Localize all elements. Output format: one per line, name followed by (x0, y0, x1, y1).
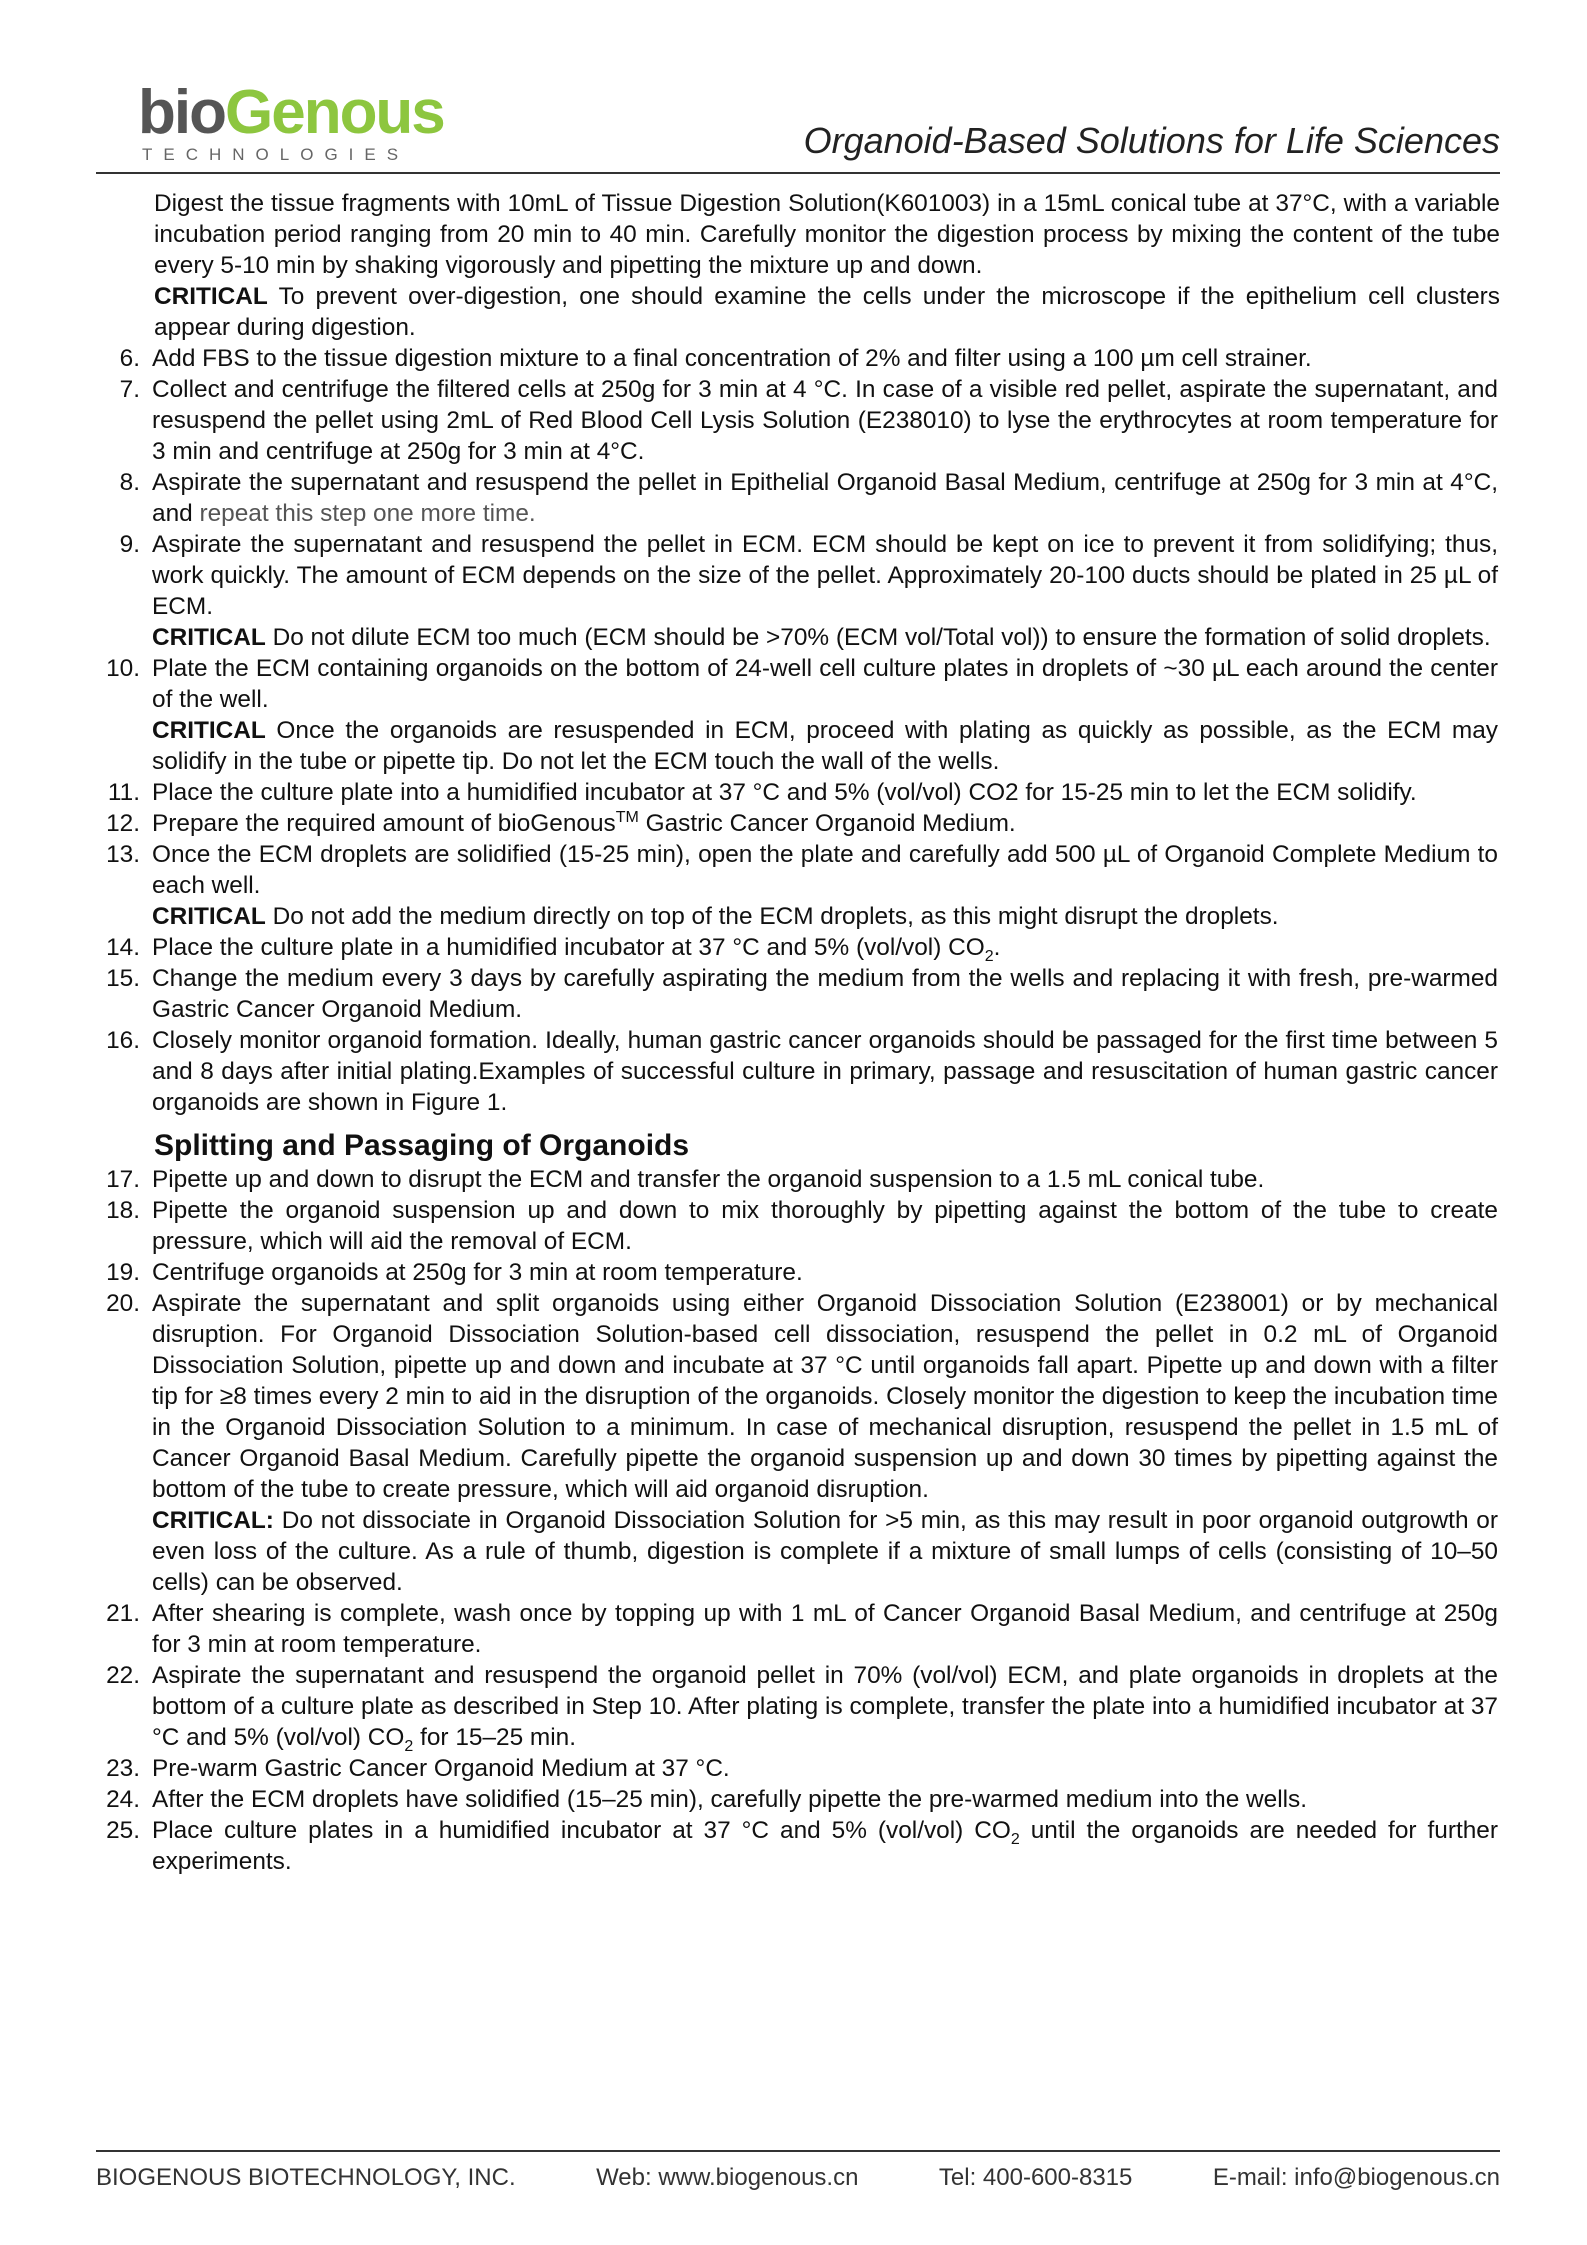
step-text: After shearing is complete, wash once by topping up with 1 mL of Cancer Organoid Basal Medium, and centrifuge at 250g for 3 min at room temperature. (152, 1600, 1498, 1658)
step-critical (152, 1505, 1498, 1598)
critical-label: CRITICAL (152, 717, 266, 744)
logo-bio-text: bio (138, 78, 225, 147)
critical-text: Do not dilute ECM too much (ECM should be >70% (ECM vol/Total vol)) to ensure the formation of solid droplets. (265, 624, 1491, 651)
footer-tel: Tel: 400-600-8315 (938, 2164, 1133, 2191)
page-footer (96, 2150, 1500, 2192)
list-item (96, 1195, 1500, 1257)
step-text-tail: Gastric Cancer Organoid Medium. (638, 810, 1016, 837)
list-item (96, 529, 1500, 653)
list-item (96, 1257, 1500, 1288)
list-item (96, 343, 1500, 374)
list-item (96, 467, 1500, 529)
list-item (96, 1025, 1500, 1118)
step-text-tail: until the organoids are needed for further experiments. (152, 1817, 1498, 1875)
list-item (96, 808, 1500, 839)
logo-subtitle: TECHNOLOGIES (142, 145, 410, 164)
step-text: Once the ECM droplets are solidified (15-25 min), open the plate and carefully add 500 µL of Organoid Complete Medium to each well. (152, 841, 1498, 899)
step-text: Pipette the organoid suspension up and down to mix thoroughly by pipetting against the bottom of the tube to create pressure, which will aid the removal of ECM. (152, 1197, 1498, 1255)
step-number: 7. (119, 376, 140, 403)
step-critical (152, 715, 1498, 777)
step-text: Place culture plates in a humidified incubator at 37 °C and 5% (vol/vol) CO (152, 1817, 1011, 1844)
list-item (96, 777, 1500, 808)
step-number: 21. (106, 1600, 140, 1627)
step-number: 14. (106, 934, 140, 961)
critical-label: CRITICAL (154, 283, 268, 310)
step-number: 6. (119, 345, 140, 372)
step-text: Closely monitor organoid formation. Ideally, human gastric cancer organoids should be passaged for the first time between 5 and 8 days after initial plating.Examples of successful culture in primary, passage and resuscitation of human gastric cancer organoids are shown in Figure 1. (152, 1027, 1498, 1116)
list-item (96, 839, 1500, 932)
intro-text: Digest the tissue fragments with 10mL of Tissue Digestion Solution(K601003) in a 15mL conical tube at 37°C, with a variable incubation period ranging from 20 min to 40 min. Carefully monitor the digestion process by mixing the content of the tube every 5-10 min by shaking vigorously and pipetting the mixture up and down. (154, 190, 1500, 279)
step-number: 23. (106, 1755, 140, 1782)
step-text: Place the culture plate in a humidified incubator at 37 °C and 5% (vol/vol) CO (152, 934, 985, 961)
list-item (96, 653, 1500, 777)
list-item (96, 1660, 1500, 1753)
critical-text: Once the organoids are resuspended in ECM, proceed with plating as quickly as possible, as the ECM may solidify in the tube or pipette tip. Do not let the ECM touch the wall of the wells. (152, 717, 1498, 775)
step-text: Aspirate the supernatant and resuspend the pellet in Epithelial Organoid Basal Medium, centrifuge at 250g for 3 min at 4°C, and (152, 469, 1498, 527)
biogenous-logo (138, 78, 444, 166)
critical-label: CRITICAL (152, 903, 266, 930)
list-item (96, 1598, 1500, 1660)
list-item (96, 1815, 1500, 1877)
list-item (96, 374, 1500, 467)
step-number: 8. (119, 469, 140, 496)
footer-web: Web: www.biogenous.cn (596, 2164, 859, 2191)
step-text: Aspirate the supernatant and resuspend the pellet in ECM. ECM should be kept on ice to prevent it from solidifying; thus, work quickly. The amount of ECM depends on the size of the pellet. Approximately 20-100 ducts should be plated in 25 µL of ECM. (152, 531, 1498, 620)
step-number: 25. (106, 1817, 140, 1844)
step-number: 15. (106, 965, 140, 992)
step-text-muted: repeat this step one more time. (199, 500, 536, 527)
section-title: Splitting and Passaging of Organoids (154, 1129, 690, 1162)
step-number: 9. (119, 531, 140, 558)
step-text: Collect and centrifuge the filtered cells at 250g for 3 min at 4 °C. In case of a visible red pellet, aspirate the supernatant, and resuspend the pellet using 2mL of Red Blood Cell Lysis Solution (E238010) to lyse the erythrocytes at room temperature for 3 min and centrifuge at 250g for 3 min at 4°C. (152, 376, 1498, 465)
subscript: 2 (404, 1737, 414, 1755)
footer-company: BIOGENOUS BIOTECHNOLOGY, INC. (96, 2164, 516, 2191)
step-text: Prepare the required amount of bioGenous (152, 810, 616, 837)
step-number: 10. (106, 655, 140, 682)
step-number: 11. (107, 779, 140, 806)
footer-email: E-mail: info@biogenous.cn (1212, 2164, 1500, 2191)
subscript: 2 (984, 947, 994, 965)
critical-text: Do not dissociate in Organoid Dissociation Solution for >5 min, as this may result in poor organoid outgrowth or even loss of the culture. As a rule of thumb, digestion is complete if a mixture of small lumps of cells (consisting of 10–50 cells) can be observed. (152, 1507, 1498, 1596)
step-number: 17. (106, 1166, 140, 1193)
logo-genous-text: Genous (224, 78, 444, 147)
step-number: 20. (106, 1290, 140, 1317)
step-text: Centrifuge organoids at 250g for 3 min at room temperature. (152, 1259, 803, 1286)
step-critical (152, 901, 1498, 932)
step-number: 24. (106, 1786, 140, 1813)
critical-label: CRITICAL: (152, 1507, 274, 1534)
list-item (96, 1164, 1500, 1195)
step-number: 18. (106, 1197, 140, 1224)
step-text-tail: . (993, 934, 1001, 961)
list-item (96, 932, 1500, 963)
critical-text: To prevent over-digestion, one should examine the cells under the microscope if the epithelium cell clusters appear during digestion. (154, 283, 1500, 341)
step-text: Pipette up and down to disrupt the ECM and transfer the organoid suspension to a 1.5 mL conical tube. (152, 1166, 1265, 1193)
list-item (96, 1784, 1500, 1815)
step-text: Pre-warm Gastric Cancer Organoid Medium at 37 °C. (152, 1755, 730, 1782)
critical-label: CRITICAL (152, 624, 266, 651)
step-number: 19. (106, 1259, 140, 1286)
header-tagline: Organoid-Based Solutions for Life Sciences (803, 120, 1500, 161)
step-number: 12. (106, 810, 140, 837)
step-text: Change the medium every 3 days by carefully aspirating the medium from the wells and replacing it with fresh, pre-warmed Gastric Cancer Organoid Medium. (152, 965, 1498, 1023)
step-critical (152, 622, 1498, 653)
trademark-superscript: TM (615, 808, 639, 826)
step-text: After the ECM droplets have solidified (15–25 min), carefully pipette the pre-warmed medium into the wells. (152, 1786, 1308, 1813)
document-body (96, 188, 1500, 1877)
critical-text: Do not add the medium directly on top of the ECM droplets, as this might disrupt the droplets. (265, 903, 1279, 930)
list-item (96, 1288, 1500, 1598)
intro-block (96, 188, 1500, 343)
list-item (96, 963, 1500, 1025)
list-item (96, 1753, 1500, 1784)
intro-critical (154, 281, 1500, 343)
step-number: 13. (106, 841, 140, 868)
step-text: Place the culture plate into a humidified incubator at 37 °C and 5% (vol/vol) CO2 for 15-25 min to let the ECM solidify. (152, 779, 1417, 806)
step-text: Aspirate the supernatant and resuspend the organoid pellet in 70% (vol/vol) ECM, and plate organoids in droplets at the bottom of a culture plate as described in Step 10. After plating is complete, transfer the plate into a humidified incubator at 37 °C and 5% (vol/vol) CO (152, 1662, 1498, 1751)
page-header (96, 78, 1500, 174)
step-text: Aspirate the supernatant and split organoids using either Organoid Dissociation Solution (E238001) or by mechanical disruption. For Organoid Dissociation Solution-based cell dissociation, resuspend the pellet in 0.2 mL of Organoid Dissociation Solution, pipette up and down and incubate at 37 °C until organoids fall apart. Pipette up and down with a filter tip for ≥8 times every 2 min to aid in the disruption of the organoids. Closely monitor the digestion to keep the incubation time in the Organoid Dissociation Solution to a minimum. In case of mechanical disruption, resuspend the pellet in 1.5 mL of Cancer Organoid Basal Medium. Carefully pipette the organoid suspension up and down 30 times by pipetting against the bottom of the tube to create pressure, which will aid organoid disruption. (152, 1290, 1498, 1503)
step-number: 16. (106, 1027, 140, 1054)
step-text-tail: for 15–25 min. (413, 1724, 576, 1751)
step-number: 22. (106, 1662, 140, 1689)
step-text: Plate the ECM containing organoids on the bottom of 24-well cell culture plates in droplets of ~30 µL each around the center of the well. (152, 655, 1498, 713)
subscript: 2 (1010, 1830, 1020, 1848)
step-text: Add FBS to the tissue digestion mixture to a final concentration of 2% and filter using a 100 µm cell strainer. (152, 345, 1312, 372)
